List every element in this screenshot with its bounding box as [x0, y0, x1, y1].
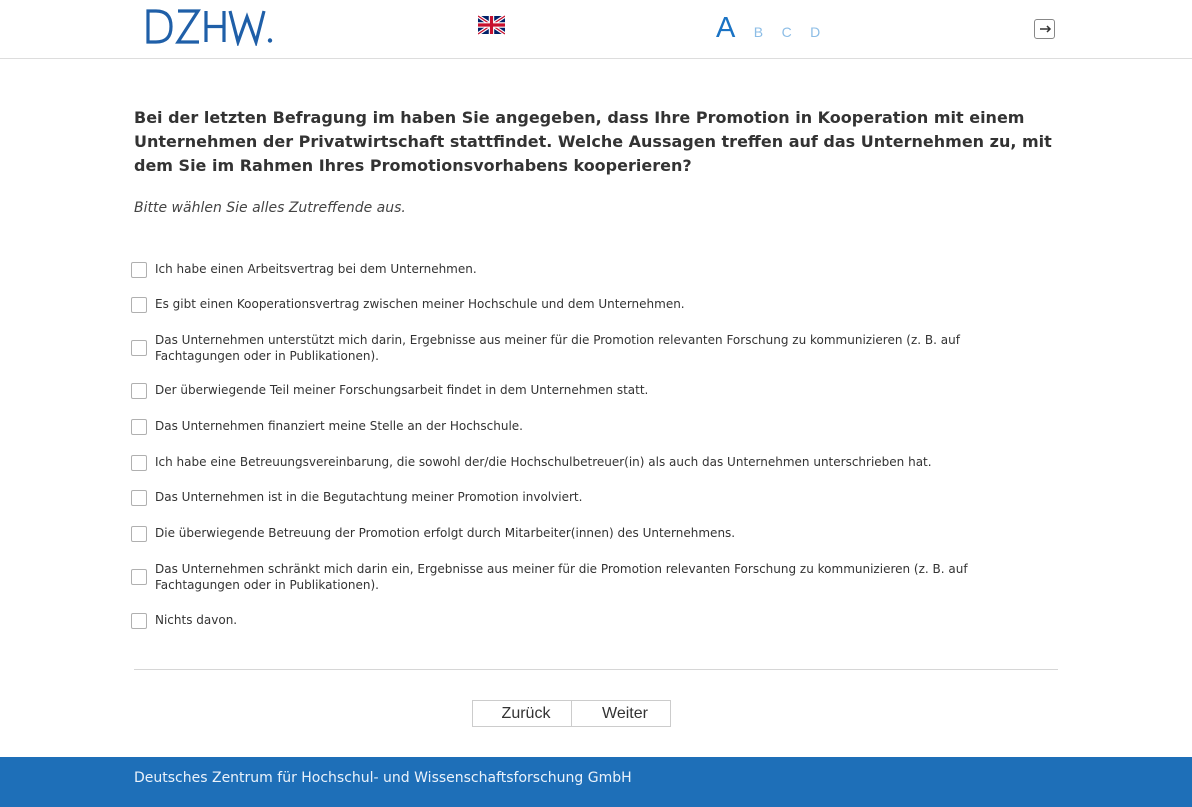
option-label: Das Unternehmen finanziert meine Stelle an der Hochschule. — [155, 419, 523, 433]
footer — [0, 757, 1192, 807]
checkbox[interactable] — [131, 419, 147, 435]
option-label: Es gibt einen Kooperationsvertrag zwischen meiner Hochschule und dem Unternehmen. — [155, 297, 685, 311]
dzhw-logo — [146, 6, 274, 56]
font-size-b[interactable]: B — [753, 24, 764, 40]
back-button[interactable]: Zurück — [472, 700, 572, 727]
logout-icon[interactable] — [1034, 19, 1055, 39]
question-instruction: Bitte wählen Sie alles Zutreffende aus. — [134, 200, 406, 216]
dzhw-logo-mark — [146, 6, 274, 46]
checkbox[interactable] — [131, 383, 147, 399]
divider — [134, 669, 1058, 670]
option-label: Ich habe eine Betreuungsvereinbarung, die sowohl der/die Hochschulbetreuer(in) als auch das Unternehmen unterschrieben hat. — [155, 455, 932, 469]
checkbox[interactable] — [131, 526, 147, 542]
option-label: Der überwiegende Teil meiner Forschungsarbeit findet in dem Unternehmen statt. — [155, 383, 649, 397]
checkbox[interactable] — [131, 490, 147, 506]
checkbox[interactable] — [131, 569, 147, 585]
checkbox[interactable] — [131, 340, 147, 356]
font-size-d[interactable]: D — [810, 24, 821, 40]
checkbox[interactable] — [131, 455, 147, 471]
footer-text: Deutsches Zentrum für Hochschul- und Wissenschaftsforschung GmbH — [134, 770, 632, 786]
checkbox[interactable] — [131, 297, 147, 313]
option-label: Nichts davon. — [155, 613, 238, 627]
option-label: Das Unternehmen ist in die Begutachtung meiner Promotion involviert. — [155, 490, 583, 504]
option-label: Das Unternehmen schränkt mich darin ein, Ergebnisse aus meiner für die Promotion relevanten Forschung zu kommunizieren (z. B. auf Fachtagungen oder in Publikationen). — [155, 562, 968, 592]
font-size-selector — [716, 12, 834, 46]
question-text: Bei der letzten Befragung im haben Sie angegeben, dass Ihre Promotion in Kooperation mit einem Unternehmen der Privatwirtschaft stattfindet. Welche Aussagen treffen auf das Unternehmen zu, mit dem Sie im Rahmen Ihres Promotionsvorhabens kooperieren? — [134, 108, 1052, 175]
option-label: Das Unternehmen unterstützt mich darin, Ergebnisse aus meiner für die Promotion relevanten Forschung zu kommunizieren (z. B. auf Fachtagungen oder in Publikationen). — [155, 333, 960, 363]
font-size-a[interactable]: A — [716, 12, 736, 44]
checkbox[interactable] — [131, 613, 147, 629]
uk-flag-icon[interactable] — [478, 15, 505, 35]
next-button[interactable]: Weiter — [571, 700, 671, 727]
option-label: Ich habe einen Arbeitsvertrag bei dem Unternehmen. — [155, 262, 477, 276]
header — [0, 0, 1192, 59]
checkbox[interactable] — [131, 262, 147, 278]
font-size-c[interactable]: C — [781, 24, 792, 40]
option-label: Die überwiegende Betreuung der Promotion erfolgt durch Mitarbeiter(innen) des Unternehmens. — [155, 526, 736, 540]
